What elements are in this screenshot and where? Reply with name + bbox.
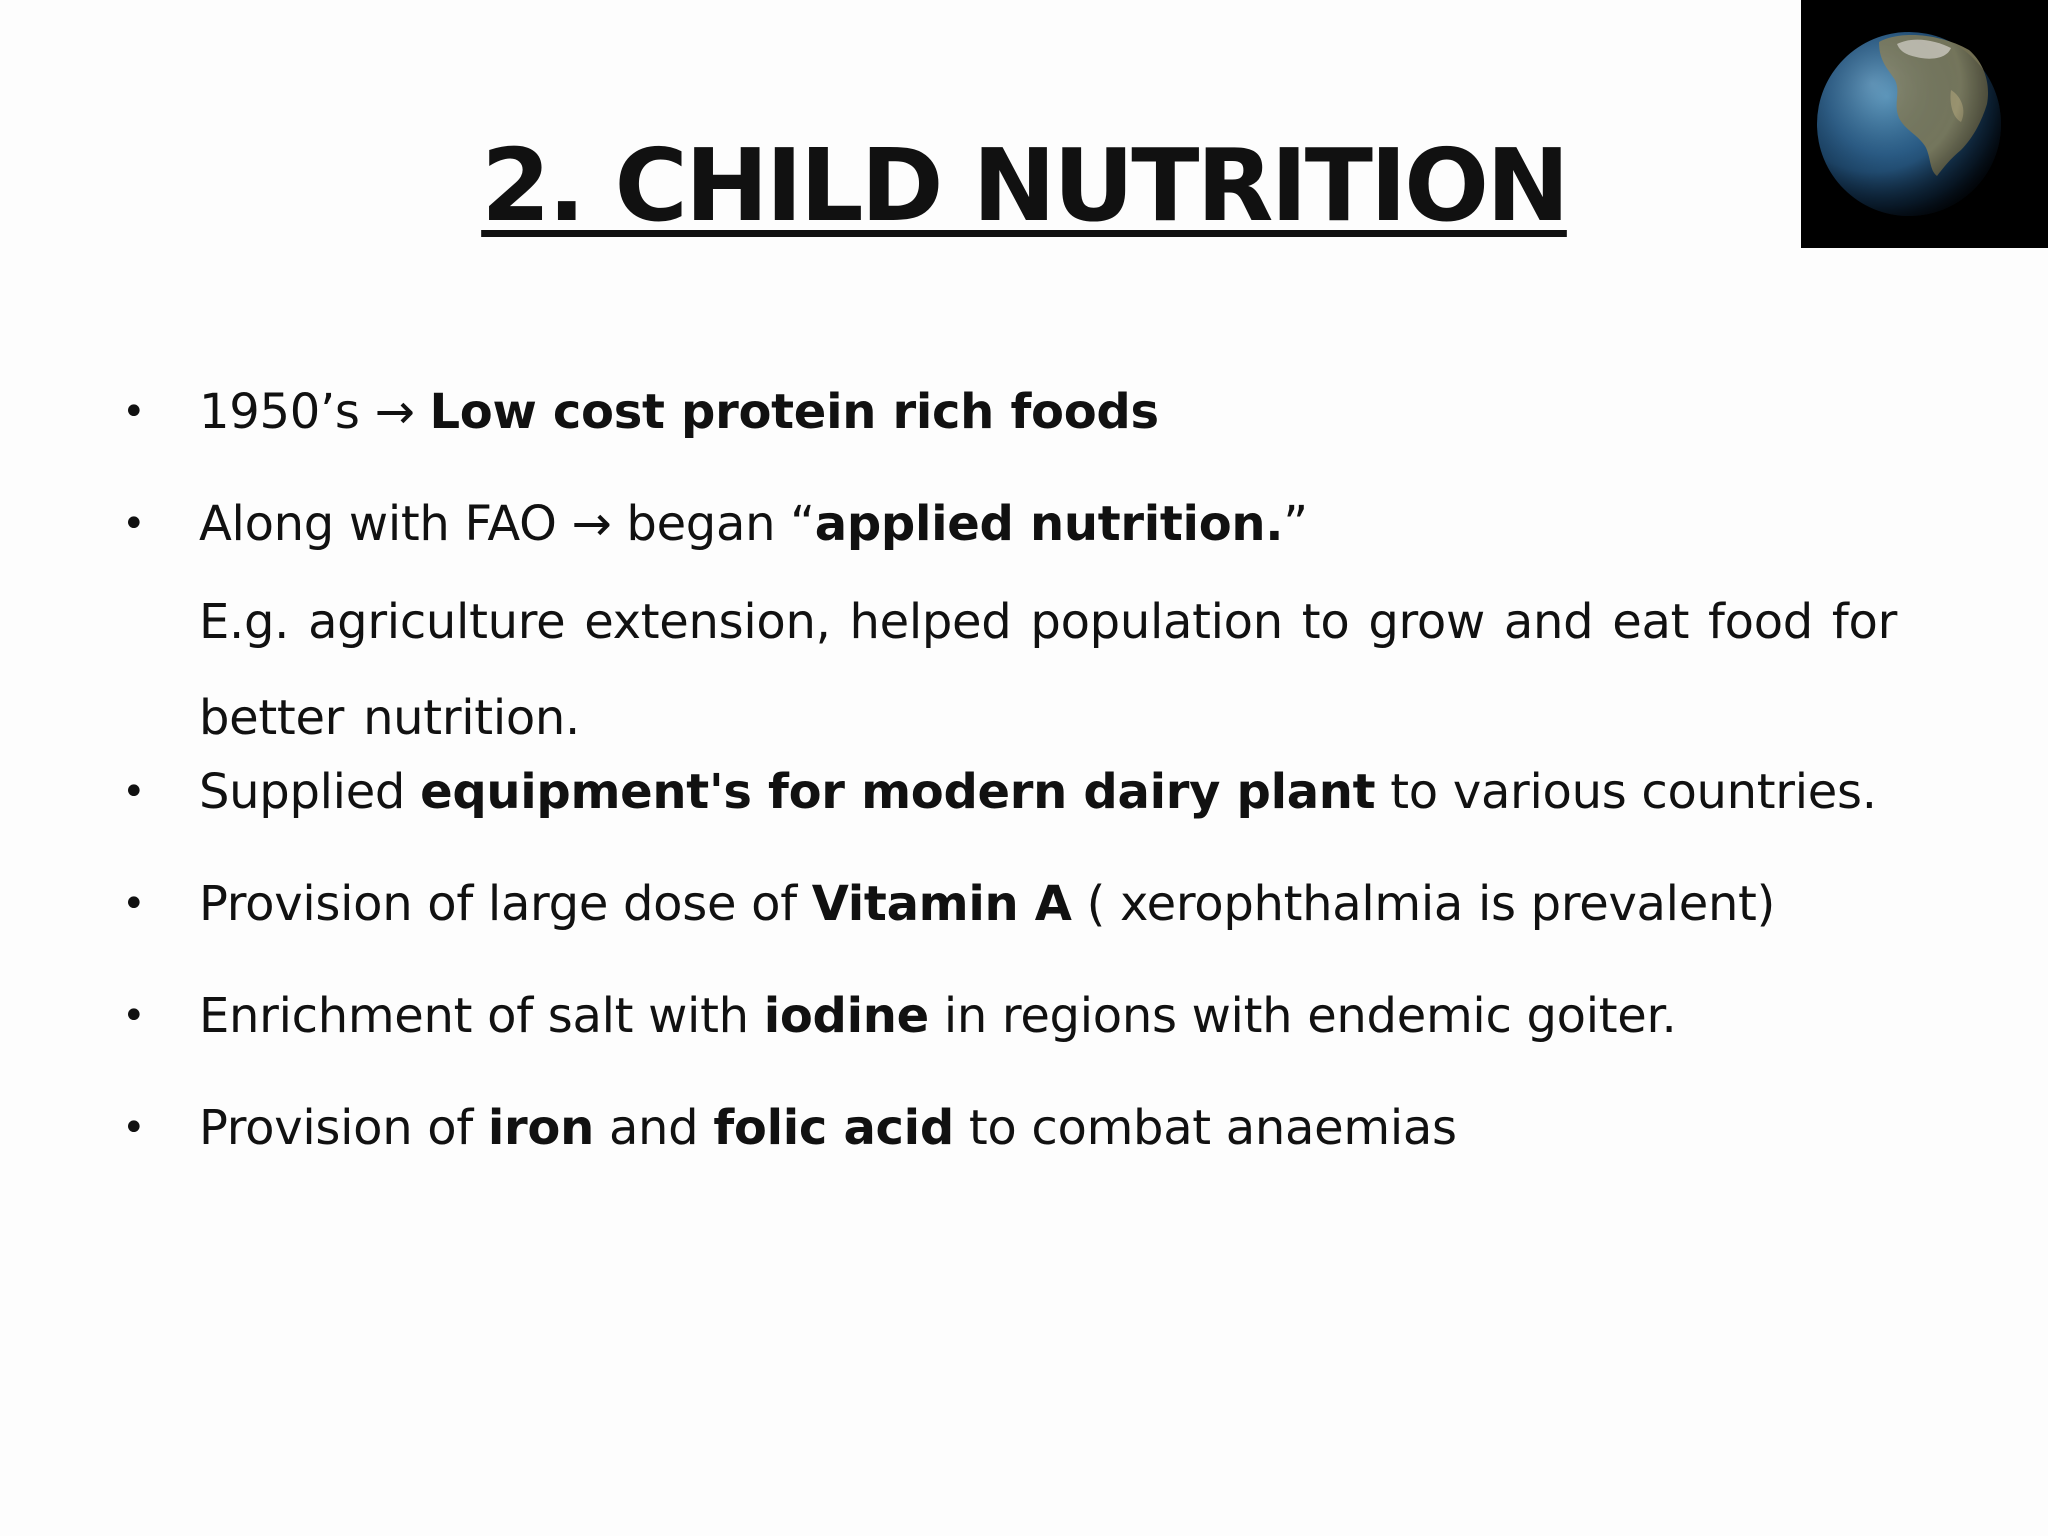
slide-title-text: 2. CHILD NUTRITION bbox=[481, 127, 1567, 244]
bullet-dot: • bbox=[122, 769, 146, 815]
bullet-bold-text: equipment's for modern dairy plant bbox=[420, 764, 1376, 820]
bullet-dot: • bbox=[122, 993, 146, 1039]
bullet-text: Provision of bbox=[199, 1100, 488, 1156]
bullet-list bbox=[120, 380, 1980, 1208]
slide-title bbox=[0, 128, 2048, 243]
bullet-item bbox=[120, 1096, 1980, 1208]
bullet-text: Enrichment of salt with bbox=[199, 988, 764, 1044]
bullet-text: → bbox=[374, 384, 415, 440]
bullet-subtext bbox=[120, 574, 2039, 766]
bullet-text: Along with FAO bbox=[199, 496, 572, 552]
bullet-text: E.g. agriculture extension, helped population to grow and eat food for better nutrition. bbox=[199, 594, 1898, 746]
bullet-bold-text: applied nutrition. bbox=[814, 496, 1284, 552]
bullet-dot: • bbox=[122, 1105, 146, 1151]
bullet-dot: • bbox=[122, 501, 146, 547]
bullet-text: ( xerophthalmia is prevalent) bbox=[1071, 876, 1776, 932]
bullet-item bbox=[120, 872, 1980, 984]
bullet-bold-text: Low cost protein rich foods bbox=[429, 384, 1159, 440]
bullet-dot: • bbox=[122, 389, 146, 435]
bullet-text: to various countries. bbox=[1375, 764, 1877, 820]
bullet-bold-text: Vitamin A bbox=[811, 876, 1072, 932]
bullet-text: → bbox=[571, 496, 612, 552]
bullet-text: 1950’s bbox=[199, 384, 375, 440]
bullet-dot: • bbox=[122, 881, 146, 927]
bullet-text: ” bbox=[1283, 496, 1308, 552]
bullet-text bbox=[415, 384, 430, 440]
bullet-bold-text: iodine bbox=[763, 988, 929, 1044]
bullet-item bbox=[120, 984, 1980, 1096]
bullet-text: in regions with endemic goiter. bbox=[928, 988, 1677, 1044]
bullet-text: Supplied bbox=[199, 764, 421, 820]
bullet-text: Provision of large dose of bbox=[199, 876, 812, 932]
bullet-text: and bbox=[593, 1100, 714, 1156]
bullet-item bbox=[120, 380, 1980, 492]
bullet-text: began “ bbox=[611, 496, 815, 552]
bullet-bold-text: folic acid bbox=[713, 1100, 954, 1156]
bullet-bold-text: iron bbox=[487, 1100, 594, 1156]
bullet-item bbox=[120, 760, 1980, 872]
bullet-text: to combat anaemias bbox=[953, 1100, 1457, 1156]
